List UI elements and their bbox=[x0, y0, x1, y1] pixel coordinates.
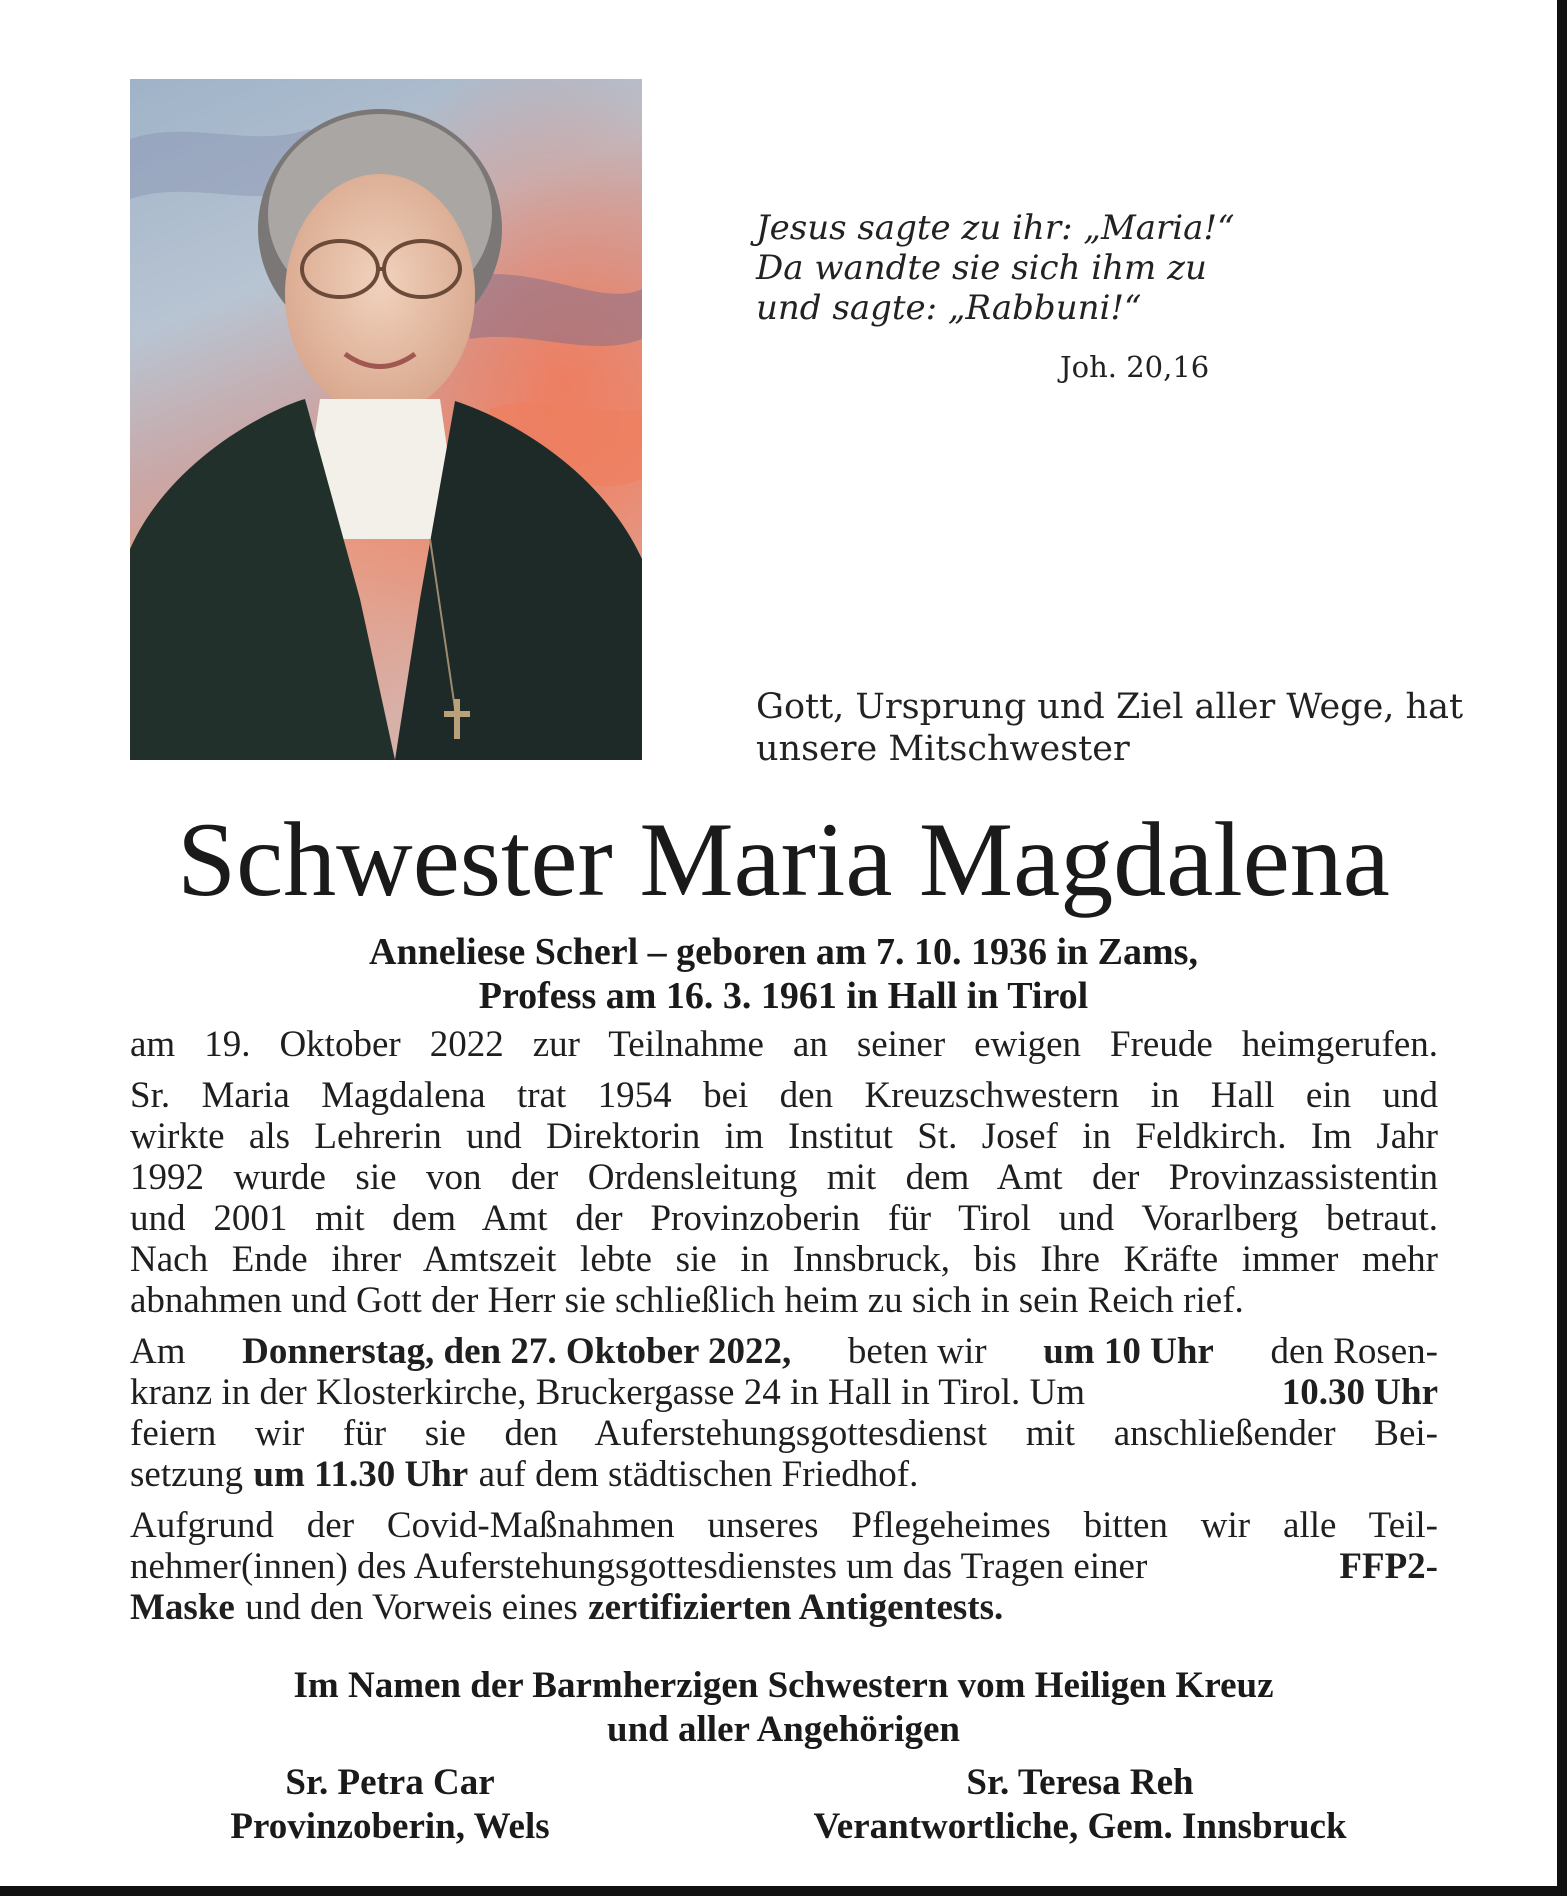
body-line bbox=[130, 1331, 1438, 1372]
mask-requirement: Maske bbox=[130, 1587, 235, 1628]
body-text: abnahmen und Gott der Herr sie schließlich heim zu sich in sein Reich rief. bbox=[130, 1280, 1244, 1321]
body-text: wirkte als Lehrerin und Direktorin im Institut St. Josef in Feldkirch. Im Jahr bbox=[130, 1116, 1438, 1157]
body-line bbox=[130, 1024, 1438, 1065]
obituary-body bbox=[130, 1024, 1438, 1628]
body-line bbox=[130, 1198, 1438, 1239]
body-text: am 19. Oktober 2022 zur Teilnahme an seiner ewigen Freude heimgerufen. bbox=[130, 1024, 1438, 1065]
verse-line: und sagte: „Rabbuni!“ bbox=[756, 288, 1142, 328]
body-text: den Rosen- bbox=[1270, 1331, 1438, 1372]
portrait-photo bbox=[130, 79, 642, 760]
body-text: nehmer(innen) des Auferstehungsgottesdienstes um das Tragen einer bbox=[130, 1546, 1148, 1587]
body-line bbox=[130, 1280, 1438, 1321]
body-line bbox=[130, 1075, 1438, 1116]
deceased-name: Schwester Maria Magdalena bbox=[177, 801, 1390, 918]
verse-line: Da wandte sie sich ihm zu bbox=[756, 248, 1207, 288]
mass-time: 10.30 Uhr bbox=[1281, 1372, 1438, 1413]
signer-name: Sr. Petra Car bbox=[285, 1762, 495, 1803]
portrait-image bbox=[130, 79, 642, 760]
body-text: und den Vorweis eines bbox=[245, 1587, 578, 1628]
body-line bbox=[130, 1454, 1438, 1495]
body-line bbox=[130, 1116, 1438, 1157]
verse-reference: Joh. 20,16 bbox=[1060, 350, 1210, 384]
intro-line: Gott, Ursprung und Ziel aller Wege, hat bbox=[756, 687, 1464, 727]
bible-verse bbox=[756, 208, 1316, 328]
test-requirement: zertifizierten Antigentests. bbox=[588, 1587, 1004, 1628]
body-line bbox=[130, 1413, 1438, 1454]
signature-line: und aller Angehörigen bbox=[607, 1709, 960, 1750]
body-text: Aufgrund der Covid-Maßnahmen unseres Pflegeheimes bitten wir alle Teil- bbox=[130, 1505, 1438, 1546]
body-text: Sr. Maria Magdalena trat 1954 bei den Kreuzschwestern in Hall ein und bbox=[130, 1075, 1438, 1116]
biographical-subtitle bbox=[0, 930, 1567, 1018]
body-text: Am bbox=[130, 1331, 186, 1372]
body-text: beten wir bbox=[847, 1331, 987, 1372]
body-line bbox=[130, 1546, 1438, 1587]
body-line bbox=[130, 1157, 1438, 1198]
body-text: setzung bbox=[130, 1454, 244, 1495]
body-text: 1992 wurde sie von der Ordensleitung mit dem Amt der Provinzassistentin bbox=[130, 1157, 1438, 1198]
service-date: Donnerstag, den 27. Oktober 2022, bbox=[242, 1331, 792, 1372]
body-text: feiern wir für sie den Auferstehungsgottesdienst mit anschließender Bei- bbox=[130, 1413, 1438, 1454]
signer-role: Provinzoberin, Wels bbox=[230, 1806, 550, 1847]
signer-name: Sr. Teresa Reh bbox=[966, 1762, 1194, 1803]
body-line bbox=[130, 1505, 1438, 1546]
subtitle-line-birth: Anneliese Scherl – geboren am 7. 10. 1936 in Zams, bbox=[369, 931, 1198, 973]
body-line bbox=[130, 1372, 1438, 1413]
subtitle-line-profess: Profess am 16. 3. 1961 in Hall in Tirol bbox=[478, 975, 1089, 1017]
signer-right bbox=[720, 1761, 1440, 1849]
rosary-time: um 10 Uhr bbox=[1043, 1331, 1214, 1372]
body-text: kranz in der Klosterkirche, Bruckergasse 24 in Hall in Tirol. Um bbox=[130, 1372, 1085, 1413]
intro-line: unsere Mitschwester bbox=[756, 729, 1130, 769]
verse-line: Jesus sagte zu ihr: „Maria!“ bbox=[756, 208, 1235, 248]
signature-line: Im Namen der Barmherzigen Schwestern vom Heiligen Kreuz bbox=[293, 1665, 1274, 1706]
intro-text bbox=[756, 686, 1476, 770]
signer-role: Verantwortliche, Gem. Innsbruck bbox=[813, 1806, 1347, 1847]
burial-time: um 11.30 Uhr bbox=[253, 1454, 469, 1495]
mask-requirement: FFP2- bbox=[1339, 1546, 1438, 1587]
signature-heading bbox=[0, 1664, 1567, 1752]
signer-left bbox=[150, 1761, 630, 1849]
body-line bbox=[130, 1239, 1438, 1280]
body-line bbox=[130, 1587, 1438, 1628]
body-text: Nach Ende ihrer Amtszeit lebte sie in Innsbruck, bis Ihre Kräfte immer mehr bbox=[130, 1239, 1438, 1280]
body-text: und 2001 mit dem Amt der Provinzoberin für Tirol und Vorarlberg betraut. bbox=[130, 1198, 1438, 1239]
body-text: auf dem städtischen Friedhof. bbox=[478, 1454, 919, 1495]
